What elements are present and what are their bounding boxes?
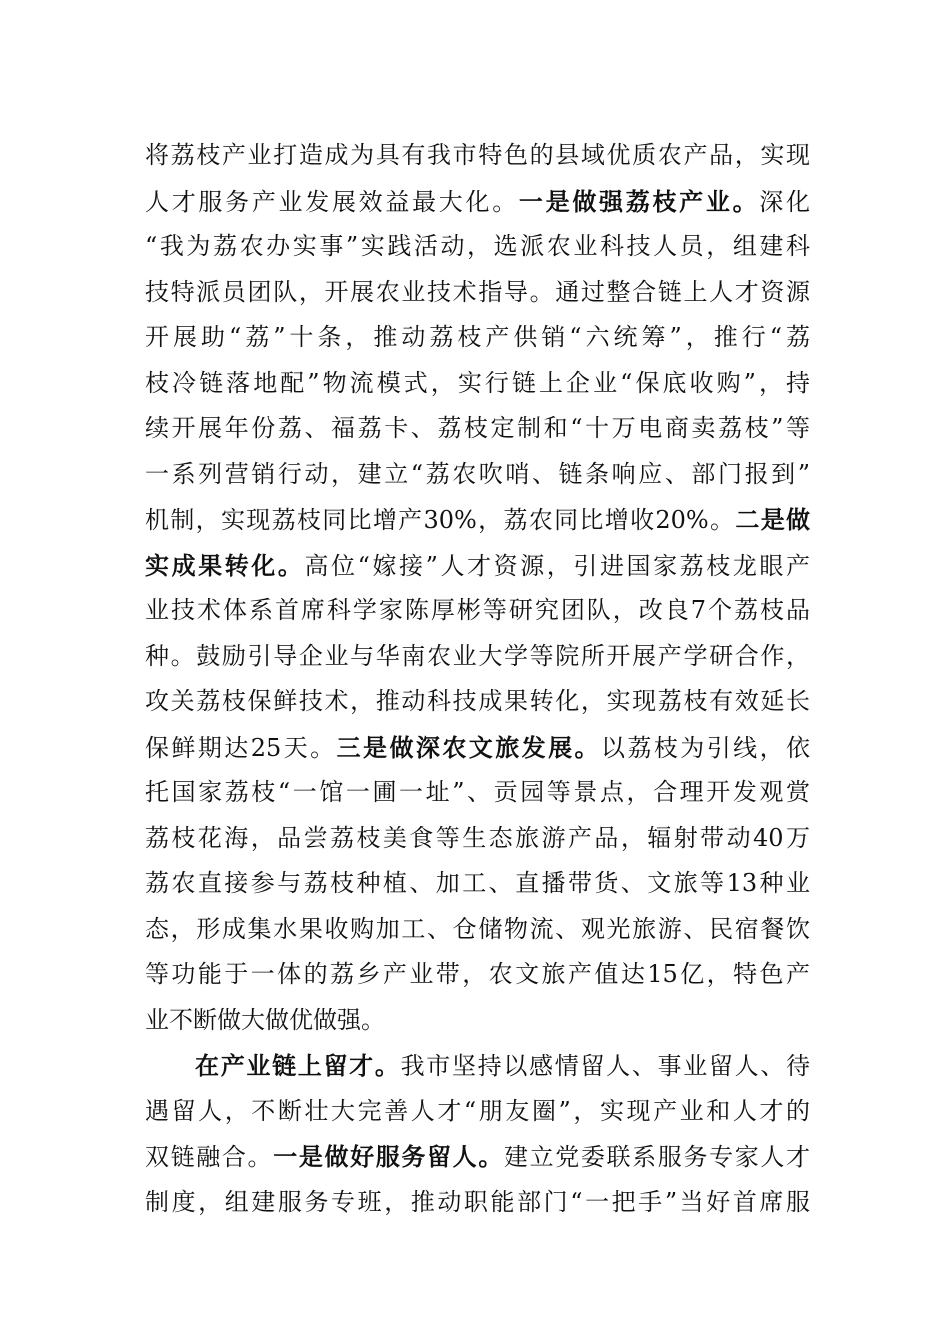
text-line [145,588,810,634]
text-run: 开展助“荔”十条，推动荔枝产供销“六统筹”，推行“荔 [145,323,810,351]
text-run: 遇留人，不断壮大完善人才“朋友圈”，实现产业和人才的 [145,1096,810,1125]
text-run: 双链融合。 [145,1143,274,1171]
text-line [145,361,810,407]
text-run: 一系列营销行动，建立“荔农吹哨、链条响应、部门报到” [145,459,810,488]
text-run: 高位“嫁接”人才资源，引进国家荔枝龙眼产 [304,551,810,580]
bold-heading-run: 在产业链上留才。 [195,1051,401,1080]
text-run: 荔枝花海，品尝荔枝美食等生态旅游产品，辐射带动40万 [145,823,810,852]
text-line [145,543,810,589]
paragraph-1 [145,133,810,1043]
text-line [145,224,810,270]
text-line [145,452,810,498]
text-run: 技特派员团队，开展农业技术指导。通过整合链上人才资源 [145,277,810,306]
text-run: 以荔枝为引线，依 [600,733,811,762]
text-run: 业不断做大做优做强。 [145,1005,385,1034]
text-line [145,907,810,953]
text-line [145,816,810,862]
text-line [145,861,810,907]
text-run: 人才服务产业发展效益最大化。 [145,187,519,216]
document-page [145,133,810,1225]
text-line [145,179,810,225]
text-line [145,998,810,1044]
paragraph-2 [145,1043,810,1225]
bold-heading-run: 实成果转化。 [145,550,305,580]
text-run: 枝冷链落地配”物流模式，实行链上企业“保底收购”，持 [145,368,810,397]
text-line [145,497,810,543]
text-line [145,1089,810,1135]
text-run: 种。鼓励引导企业与华南农业大学等院所开展产学研合作， [145,641,810,670]
text-run: 等功能于一体的荔乡产业带，农文旅产值达15亿，特色产 [145,960,810,988]
text-run: 制度，组建服务专班，推动职能部门“一把手”当好首席服 [145,1187,810,1216]
text-run: 我市坚持以感情留人、事业留人、待 [400,1052,811,1080]
text-line [145,270,810,316]
text-run: 业技术体系首席科学家陈厚彬等研究团队，改良7个荔枝品 [145,596,810,624]
text-line [145,952,810,998]
text-run: 续开展年份荔、福荔卡、荔枝定制和“十万电商卖荔枝”等 [145,414,810,442]
bold-heading-run: 二是做 [735,505,811,534]
text-line [145,133,810,179]
text-line [145,406,810,452]
text-line [145,1180,810,1226]
bold-heading-run: 三是做深农文旅发展。 [336,732,601,762]
text-run: 攻关荔枝保鲜技术，推动科技成果转化，实现荔枝有效延长 [145,687,810,715]
text-line [145,679,810,725]
text-run: “我为荔农办实事”实践活动，选派农业科技人员，组建科 [145,232,810,260]
text-run: 态，形成集水果收购加工、仓储物流、观光旅游、民宿餐饮 [145,914,810,943]
text-run: 将荔枝产业打造成为具有我市特色的县域优质农产品，实现 [145,141,810,169]
bold-heading-run: 一是做强荔枝产业。 [518,186,760,216]
text-run: 深化 [759,187,811,216]
text-line [145,1134,810,1180]
text-run: 荔农直接参与荔枝种植、加工、直播带货、文旅等13种业 [145,869,810,897]
text-line [145,770,810,816]
text-run: 保鲜期达25天。 [145,733,337,762]
text-run: 机制，实现荔枝同比增产30%，荔农同比增收20%。 [145,506,736,534]
text-line [145,725,810,771]
text-line [145,634,810,680]
text-line [145,315,810,361]
text-run: 托国家荔枝“一馆一圃一址”、贡园等景点，合理开发观赏 [145,778,810,806]
text-run: 建立党委联系服务专家人才 [503,1143,811,1171]
bold-heading-run: 一是做好服务留人。 [273,1142,504,1171]
text-line [145,1043,810,1089]
